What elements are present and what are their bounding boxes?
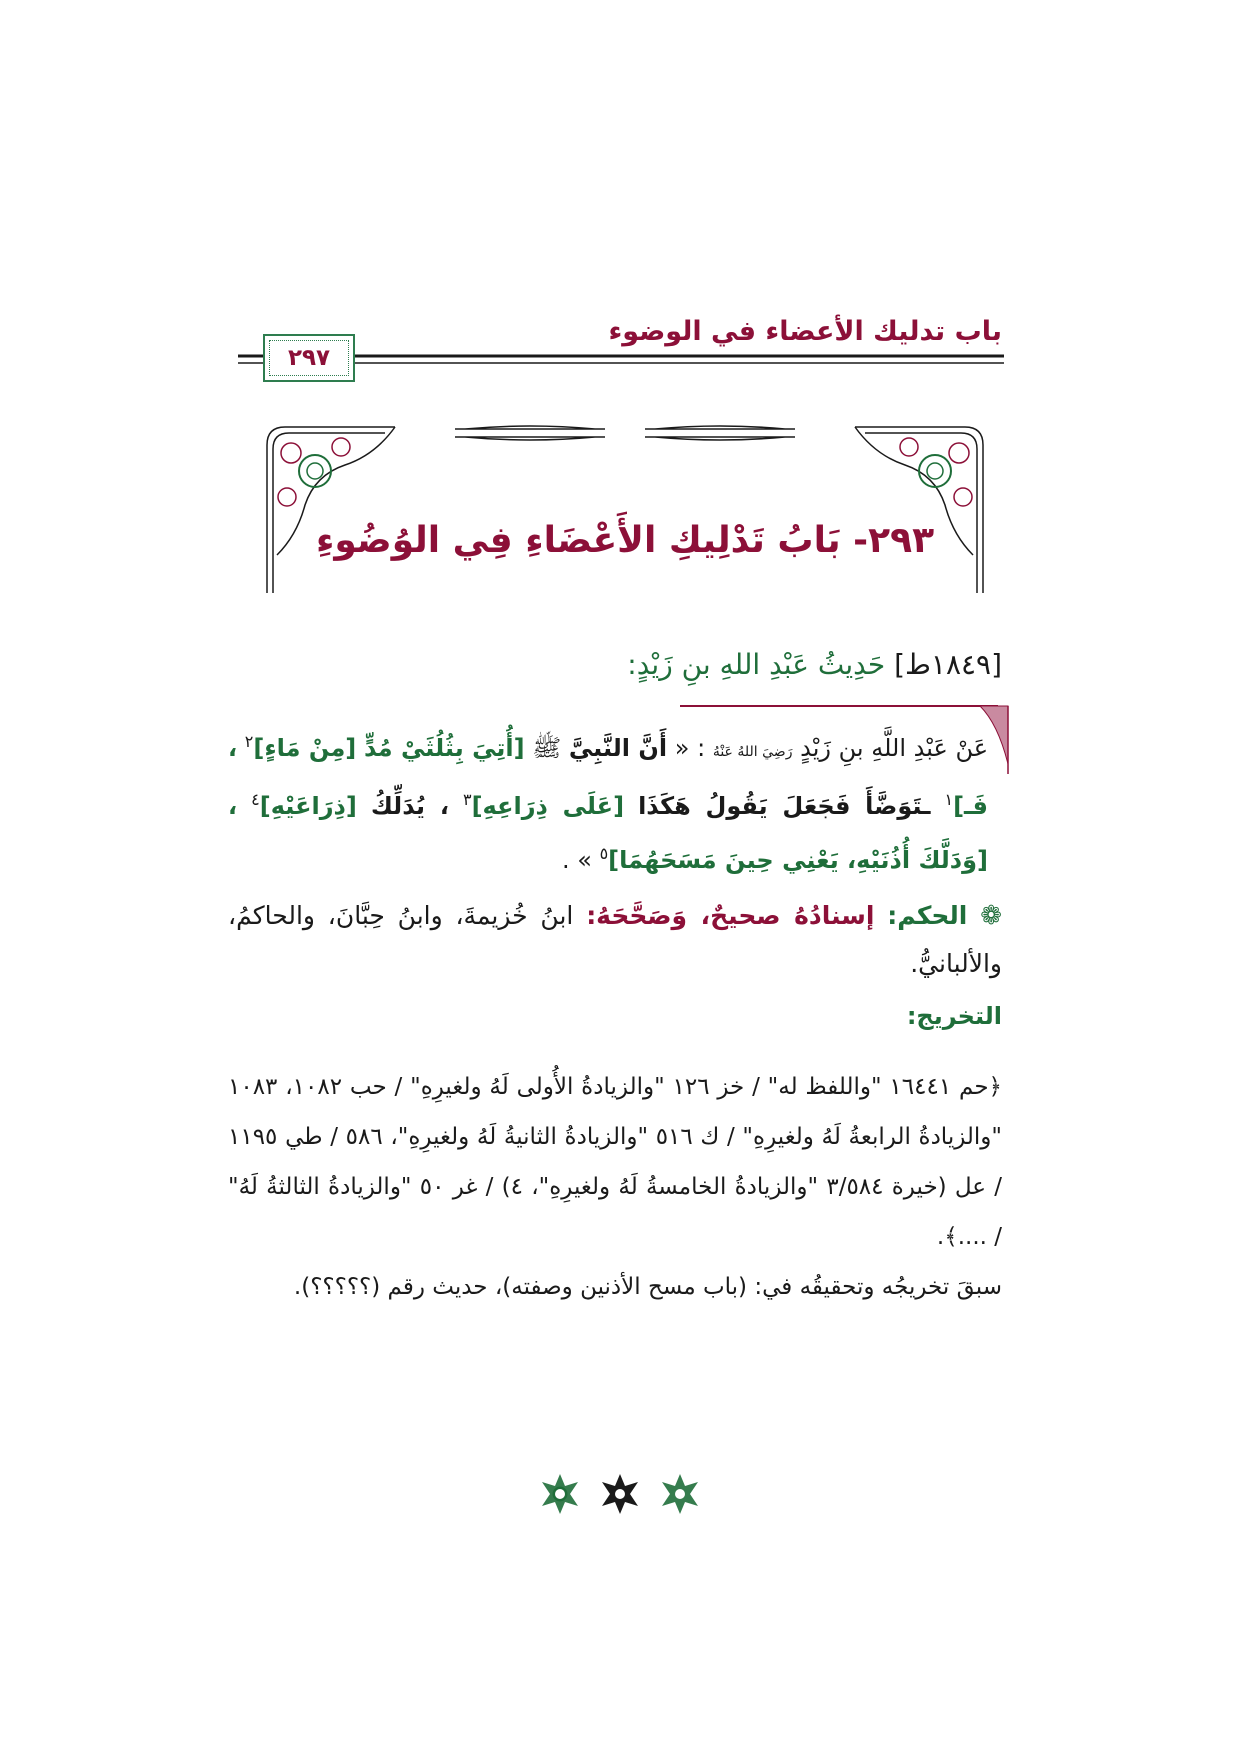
triple-flower-icon <box>520 1472 720 1516</box>
ruling-text: ابنُ خُزيمةَ، وابنُ حِبَّانَ، والحاكمُ، والألبانيُّ. <box>228 901 1002 978</box>
addition-sep: ، فَـ] <box>228 734 988 820</box>
footnote-marker-1: ١ <box>944 790 954 809</box>
quote-open: : « <box>674 734 706 762</box>
matn-part-1: أَنَّ النَّبِيَّ <box>568 734 668 762</box>
salawat-icon: ﷺ <box>532 734 562 762</box>
corner-ornament-right <box>855 427 983 593</box>
matn-part-2: ـتَوَضَّأَ فَجَعَلَ يَقُولُ هَكَذَا <box>638 792 931 820</box>
honorific: رَضِيَ اللهُ عَنْهُ <box>712 744 793 760</box>
ruling-label: الحكم: <box>887 901 968 930</box>
flower-icon: ❁ <box>980 901 1002 931</box>
corner-ornament-left <box>267 427 395 593</box>
page-number-box <box>263 334 355 382</box>
addition-3: [عَلَى ذِرَاعِهِ] <box>471 792 625 820</box>
chapter-frame <box>265 425 985 595</box>
footnote-marker-3: ٣ <box>462 790 472 809</box>
running-title: باب تدليك الأعضاء في الوضوء <box>608 316 1002 347</box>
footnote-marker-2: ٢ <box>244 732 254 751</box>
addition-4: [ذِرَاعَيْهِ] <box>259 792 357 820</box>
hadith-heading <box>627 648 1002 681</box>
takhrij-heading: التخريج: <box>906 1002 1002 1030</box>
page-number: ٢٩٧ <box>287 345 331 371</box>
top-border-ornament <box>455 426 795 440</box>
chapter-title: ٢٩٣- بَابُ تَدْلِيكِ الأَعْضَاءِ فِي الوُضُوءِ <box>315 520 935 561</box>
matn-part-3: ، يُدَلِّكُ <box>370 792 449 820</box>
addition-5: ، [وَدَلَّكَ أُذُنَيْهِ، يَعْنِي حِينَ مَسَحَهُمَا] <box>228 792 988 874</box>
quote-close: » . <box>561 846 592 874</box>
addition-1b: [مِنْ مَاءٍ] <box>253 734 357 762</box>
footnote-marker-4: ٤ <box>251 790 260 809</box>
hadith-number: [١٨٤٩ط] <box>894 648 1002 681</box>
narrator: عَنْ عَبْدِ اللَّهِ بنِ زَيْدٍ <box>800 734 989 762</box>
takhrij-text: ﴿حم ١٦٤٤١ "واللفظ له" / خز ١٢٦ "والزيادةُ الأُولى لَهُ ولغيرِهِ" / حب ١٠٨٢، ١٠٨٣ "والزيادةُ الرابعةُ لَهُ ولغيرِهِ" / ك ٥١٦ "والزيادةُ الثانيةُ لَهُ ولغيرِهِ"، ٥٨٦ / طي ١١٩٥ / عل (خيرة ٣/٥٨٤ "والزيادةُ الخامسةُ لَهُ ولغيرِهِ"، ٤) / غر ٥٠ "والزيادةُ الثالثةُ لَهُ" / ....﴾. <box>228 1074 1003 1250</box>
footnote-marker-5: ٥ <box>599 844 609 863</box>
takhrij-note: سبقَ تخريجُه وتحقيقُه في: (باب مسح الأذنين وصفته)، حديث رقم (؟؟؟؟؟). <box>293 1274 1002 1300</box>
addition-1: [أُتِيَ بِثُلُثَيْ مُدٍّ <box>363 734 525 762</box>
hadith-matn <box>228 718 988 884</box>
hadith-heading-text: حَدِيثُ عَبْدِ اللهِ بنِ زَيْدٍ: <box>627 648 886 681</box>
ruling <box>228 892 1002 988</box>
ruling-verdict: إسنادُهُ صحيحٌ، وَصَحَّحَهُ: <box>586 901 875 930</box>
